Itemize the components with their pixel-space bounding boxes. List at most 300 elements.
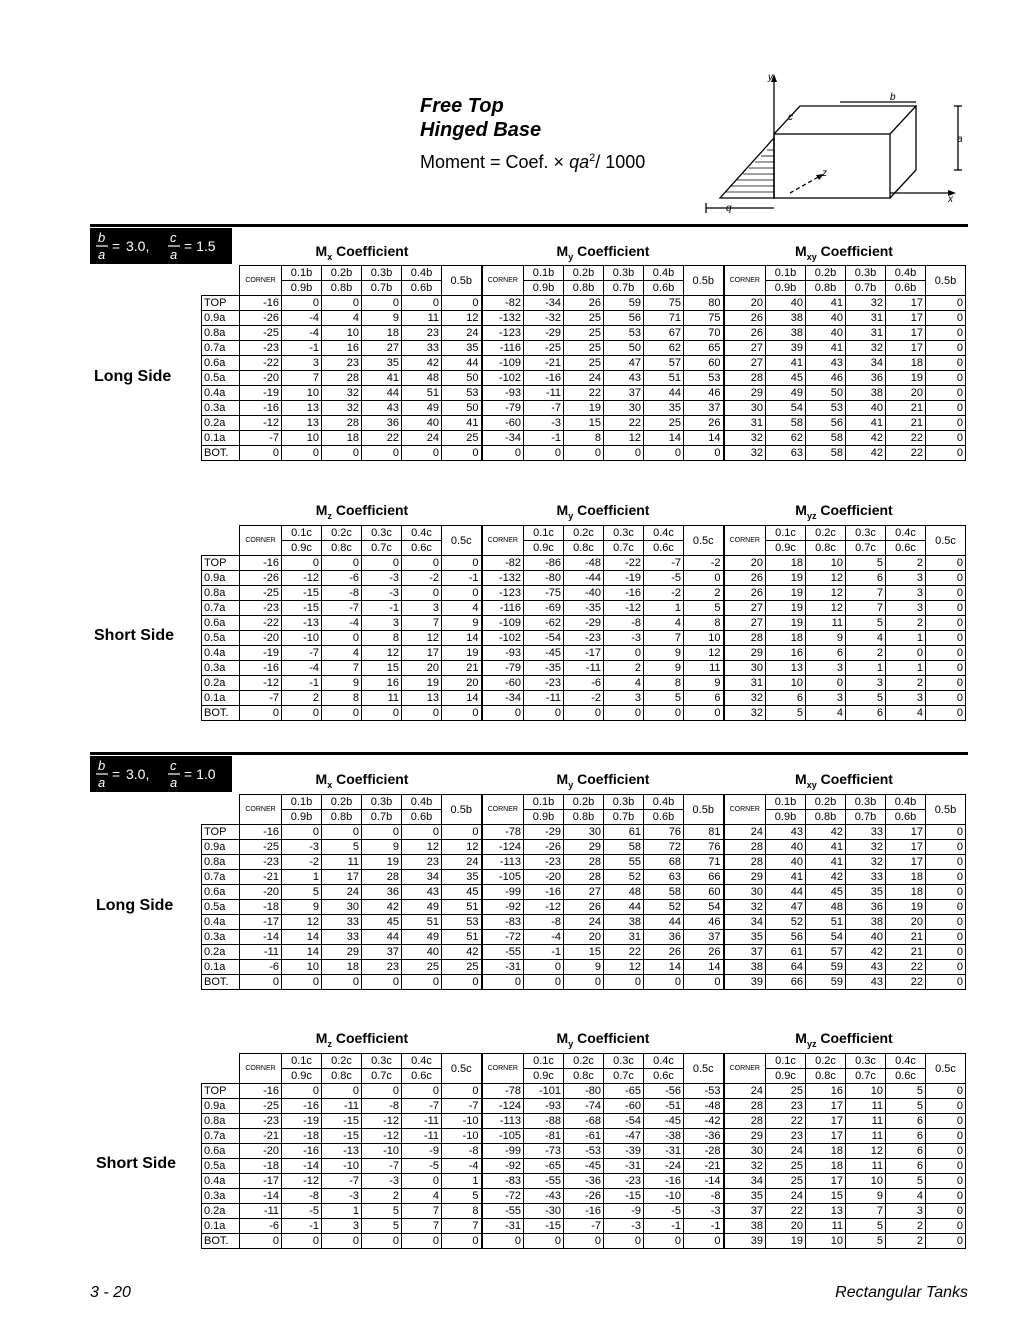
table-cell: 58	[766, 416, 806, 431]
table-cell: 53	[806, 401, 846, 416]
table-cell: -80	[524, 571, 564, 586]
table-cell: -20	[524, 870, 564, 885]
blank-cell	[202, 281, 240, 296]
column-header: 0.3c	[362, 526, 402, 541]
table-cell: 0	[442, 975, 482, 990]
table-cell: 4	[886, 706, 926, 721]
blank-cell	[202, 541, 240, 556]
table-cell: 33	[402, 341, 442, 356]
table-cell: 22	[886, 431, 926, 446]
table-cell: 2	[886, 676, 926, 691]
table-cell: -8	[442, 1144, 482, 1159]
column-header: 0.8b	[806, 810, 846, 825]
table-cell: 0	[644, 706, 684, 721]
column-header: 0.3c	[604, 526, 644, 541]
table-cell: 0	[402, 586, 442, 601]
table-cell: 25	[766, 1174, 806, 1189]
table-cell: 37	[604, 386, 644, 401]
column-header: 0.3b	[604, 795, 644, 810]
column-header: 0.9c	[766, 1069, 806, 1084]
table-cell: 28	[322, 416, 362, 431]
table-cell: -34	[524, 296, 564, 311]
table-cell: 0	[604, 975, 644, 990]
table-cell: 2	[886, 1234, 926, 1249]
column-header: 0.9c	[524, 541, 564, 556]
row-label: 0.7a	[202, 870, 240, 885]
column-header: 0.5c	[684, 526, 724, 556]
table-cell: -26	[564, 1189, 604, 1204]
column-header: 0.5b	[684, 266, 724, 296]
table-cell: 0	[402, 706, 442, 721]
table-cell: 42	[846, 945, 886, 960]
table-cell: 5	[886, 1084, 926, 1099]
table-cell: -55	[482, 1204, 524, 1219]
table-cell: 50	[442, 401, 482, 416]
column-header: 0.2b	[806, 795, 846, 810]
table-cell: -55	[482, 945, 524, 960]
table-cell: 19	[766, 586, 806, 601]
table-cell: -17	[240, 915, 282, 930]
table-cell: -4	[442, 1159, 482, 1174]
table-cell: 10	[684, 631, 724, 646]
table-cell: 0	[524, 706, 564, 721]
table-cell: 0	[644, 1234, 684, 1249]
table-cell: 42	[846, 446, 886, 461]
table-cell: 32	[322, 386, 362, 401]
table-cell: 40	[766, 296, 806, 311]
table-cell: 27	[724, 341, 766, 356]
mxy-coefficient-heading: $M_{xy}$ Coefficient	[795, 243, 893, 262]
table-cell: 17	[886, 326, 926, 341]
table-cell: 0	[322, 825, 362, 840]
table-cell: 56	[806, 416, 846, 431]
row-label: 0.8a	[202, 1114, 240, 1129]
table-cell: 7	[846, 1204, 886, 1219]
table-cell: 0	[926, 1114, 966, 1129]
table-cell: -60	[482, 676, 524, 691]
column-header: 0.8c	[806, 1069, 846, 1084]
table-cell: 5	[362, 1204, 402, 1219]
table-cell: 0	[564, 1234, 604, 1249]
row-label: 0.2a	[202, 416, 240, 431]
table-cell: 18	[806, 1144, 846, 1159]
table-cell: -109	[482, 616, 524, 631]
table-cell: 66	[766, 975, 806, 990]
table-cell: 0	[926, 706, 966, 721]
table-cell: -62	[524, 616, 564, 631]
table-cell: 37	[724, 945, 766, 960]
column-header: 0.8b	[806, 281, 846, 296]
my-coefficient-heading: $M_y$ Coefficient	[556, 771, 650, 790]
table-cell: 15	[806, 1189, 846, 1204]
table-cell: 11	[806, 1219, 846, 1234]
table-cell: -35	[524, 661, 564, 676]
table-cell: 53	[684, 371, 724, 386]
table-cell: 48	[806, 900, 846, 915]
page-number: 3 - 20	[90, 1284, 131, 1301]
coefficient-table	[201, 794, 966, 990]
table-cell: -56	[644, 1084, 684, 1099]
table-cell: 3	[886, 1204, 926, 1219]
table-cell: 26	[724, 326, 766, 341]
row-label: 0.9a	[202, 1099, 240, 1114]
svg-text:b: b	[98, 230, 106, 245]
column-header: 0.9b	[766, 281, 806, 296]
table-cell: 24	[724, 825, 766, 840]
table-cell: 33	[322, 930, 362, 945]
table-cell: -17	[564, 646, 604, 661]
table-cell: 4	[442, 601, 482, 616]
svg-text:3.0,: 3.0,	[126, 238, 150, 254]
row-label: BOT.	[202, 1234, 240, 1249]
table-cell: -23	[240, 341, 282, 356]
table-cell: 19	[766, 616, 806, 631]
table-cell: 19	[766, 1234, 806, 1249]
table-cell: -42	[684, 1114, 724, 1129]
column-header: 0.9c	[524, 1069, 564, 1084]
table-cell: 0	[926, 1189, 966, 1204]
table-cell: 0	[240, 1234, 282, 1249]
column-header: 0.5c	[926, 1054, 966, 1084]
table-cell: -79	[482, 661, 524, 676]
my-coefficient-heading: $M_y$ Coefficient	[556, 1030, 650, 1049]
table-cell: 3	[322, 1219, 362, 1234]
table-cell: 2	[362, 1189, 402, 1204]
table-cell: 58	[604, 840, 644, 855]
column-header: 0.2c	[806, 526, 846, 541]
corner-header: CORNER	[482, 266, 524, 296]
table-cell: 35	[846, 885, 886, 900]
table-row	[202, 571, 966, 586]
column-header: 0.4b	[402, 266, 442, 281]
table-cell: 21	[886, 401, 926, 416]
row-label: 0.1a	[202, 691, 240, 706]
column-header: 0.1c	[766, 1054, 806, 1069]
table-cell: 0	[926, 446, 966, 461]
table-cell: -20	[240, 885, 282, 900]
table-row	[202, 341, 966, 356]
table-cell: -102	[482, 631, 524, 646]
column-header: 0.1b	[766, 795, 806, 810]
table-cell: 25	[442, 431, 482, 446]
table-cell: 9	[806, 631, 846, 646]
column-header: 0.3c	[846, 526, 886, 541]
table-cell: -10	[442, 1129, 482, 1144]
table-cell: 25	[766, 1084, 806, 1099]
column-header: 0.2b	[806, 266, 846, 281]
table-cell: 13	[766, 661, 806, 676]
table-cell: 26	[724, 571, 766, 586]
table-cell: 37	[724, 1204, 766, 1219]
row-label: 0.4a	[202, 1174, 240, 1189]
table-cell: 0	[926, 915, 966, 930]
mx-coefficient-heading: $M_x$ Coefficient	[315, 771, 409, 790]
table-cell: -14	[240, 1189, 282, 1204]
table-cell: 27	[724, 601, 766, 616]
table-cell: -26	[240, 311, 282, 326]
table-cell: -51	[644, 1099, 684, 1114]
table-cell: 24	[322, 885, 362, 900]
table-cell: -1	[362, 601, 402, 616]
table-cell: 14	[282, 945, 322, 960]
table-cell: 10	[846, 1174, 886, 1189]
table-cell: -8	[604, 616, 644, 631]
table-cell: -16	[240, 1084, 282, 1099]
table-cell: -23	[240, 855, 282, 870]
my-coefficient-heading: $M_y$ Coefficient	[556, 243, 650, 262]
table-cell: 53	[442, 386, 482, 401]
table-cell: -116	[482, 341, 524, 356]
table-cell: 0	[322, 446, 362, 461]
table-cell: 32	[322, 401, 362, 416]
table-cell: 25	[564, 341, 604, 356]
row-label: 0.2a	[202, 676, 240, 691]
table-cell: 59	[806, 975, 846, 990]
table-cell: -3	[684, 1204, 724, 1219]
table-cell: 14	[684, 431, 724, 446]
table-row	[202, 1159, 966, 1174]
table-cell: 40	[806, 311, 846, 326]
svg-text:a: a	[98, 775, 106, 790]
table-cell: 43	[806, 356, 846, 371]
table-cell: 2	[886, 1219, 926, 1234]
table-cell: -25	[240, 326, 282, 341]
column-header: 0.6c	[402, 1069, 442, 1084]
column-header: 0.1b	[766, 266, 806, 281]
table-cell: 0	[282, 1084, 322, 1099]
table-cell: 11	[806, 616, 846, 631]
table-cell: 0	[524, 975, 564, 990]
table-cell: 5	[362, 1219, 402, 1234]
row-label: BOT.	[202, 975, 240, 990]
table-cell: -2	[282, 855, 322, 870]
column-header: 0.6b	[886, 810, 926, 825]
row-label: 0.3a	[202, 930, 240, 945]
corner-header: CORNER	[724, 1054, 766, 1084]
table-cell: 0	[926, 586, 966, 601]
table-cell: -92	[482, 900, 524, 915]
table-cell: -10	[322, 1159, 362, 1174]
table-cell: 44	[442, 356, 482, 371]
column-header: 0.7c	[604, 541, 644, 556]
table-cell: 1	[442, 1174, 482, 1189]
table-cell: -124	[482, 1099, 524, 1114]
table-cell: 5	[684, 601, 724, 616]
table-cell: 0	[402, 296, 442, 311]
table-cell: 7	[846, 601, 886, 616]
table-cell: -92	[482, 1159, 524, 1174]
table-cell: -40	[564, 586, 604, 601]
table-cell: 24	[564, 371, 604, 386]
table-cell: 32	[724, 706, 766, 721]
table-cell: 26	[564, 296, 604, 311]
table-cell: 0	[482, 975, 524, 990]
table-cell: 28	[362, 870, 402, 885]
table-cell: 38	[766, 311, 806, 326]
table-cell: 5	[644, 691, 684, 706]
table-row	[202, 556, 966, 571]
column-header: 0.6c	[886, 1069, 926, 1084]
table-cell: -123	[482, 326, 524, 341]
table-cell: -48	[564, 556, 604, 571]
table-cell: -1	[524, 945, 564, 960]
table-cell: -1	[442, 571, 482, 586]
table-cell: 3	[886, 571, 926, 586]
table-cell: -22	[240, 616, 282, 631]
column-header: 0.3b	[846, 795, 886, 810]
table-row	[202, 661, 966, 676]
table-cell: 5	[766, 706, 806, 721]
table-cell: 21	[886, 945, 926, 960]
title-hinged-base: Hinged Base	[420, 119, 542, 141]
table-cell: -26	[240, 571, 282, 586]
table-cell: -1	[282, 1219, 322, 1234]
table-cell: 2	[604, 661, 644, 676]
table-cell: 23	[402, 326, 442, 341]
table-cell: 34	[724, 1174, 766, 1189]
table-cell: 0	[282, 825, 322, 840]
table-cell: -79	[482, 401, 524, 416]
row-label: 0.9a	[202, 311, 240, 326]
table-cell: 9	[644, 646, 684, 661]
table-cell: 9	[564, 960, 604, 975]
blank-cell	[202, 266, 240, 281]
table-cell: 25	[402, 960, 442, 975]
column-header: 0.8b	[322, 281, 362, 296]
corner-header: CORNER	[724, 526, 766, 556]
mx-coefficient-heading: $M_x$ Coefficient	[315, 243, 409, 262]
table-cell: 35	[442, 341, 482, 356]
table-cell: -17	[240, 1174, 282, 1189]
table-cell: 21	[886, 416, 926, 431]
table-cell: 0	[362, 706, 402, 721]
table-cell: 51	[442, 930, 482, 945]
column-header: 0.7b	[604, 281, 644, 296]
table-cell: 5	[322, 840, 362, 855]
table-cell: 26	[724, 586, 766, 601]
table-cell: -5	[644, 571, 684, 586]
table-cell: 47	[766, 900, 806, 915]
table-cell: 22	[604, 416, 644, 431]
table-cell: 0	[926, 1234, 966, 1249]
table-cell: 22	[886, 446, 926, 461]
column-header: 0.9b	[524, 281, 564, 296]
table-cell: 0	[926, 825, 966, 840]
column-header: 0.9b	[282, 810, 322, 825]
table-cell: 0	[282, 706, 322, 721]
table-row	[202, 855, 966, 870]
table-cell: 48	[402, 371, 442, 386]
table-cell: 17	[806, 1174, 846, 1189]
row-label: TOP	[202, 296, 240, 311]
table-cell: 4	[402, 1189, 442, 1204]
table-cell: 20	[442, 676, 482, 691]
table-cell: 14	[644, 431, 684, 446]
table-cell: 24	[766, 1144, 806, 1159]
table-cell: -75	[524, 586, 564, 601]
table-cell: 12	[806, 601, 846, 616]
table-cell: 29	[724, 1129, 766, 1144]
table-cell: 3	[362, 616, 402, 631]
row-label: 0.3a	[202, 661, 240, 676]
table-cell: 32	[724, 691, 766, 706]
table-cell: 0	[282, 556, 322, 571]
table-cell: 6	[886, 1144, 926, 1159]
table-cell: 20	[766, 1219, 806, 1234]
table-cell: 16	[362, 676, 402, 691]
table-cell: 28	[724, 371, 766, 386]
table-cell: -8	[322, 586, 362, 601]
table-cell: 0	[926, 326, 966, 341]
table-cell: -10	[442, 1114, 482, 1129]
table-cell: 2	[282, 691, 322, 706]
svg-text:=: =	[112, 238, 121, 254]
column-header: 0.7c	[846, 1069, 886, 1084]
table-cell: -3	[322, 1189, 362, 1204]
table-header-row	[202, 1069, 966, 1084]
table-cell: 0	[322, 706, 362, 721]
table-cell: -10	[644, 1189, 684, 1204]
table-row	[202, 1219, 966, 1234]
table-cell: -45	[564, 1159, 604, 1174]
table-cell: 12	[282, 915, 322, 930]
table-cell: 0	[926, 661, 966, 676]
table-cell: 18	[766, 631, 806, 646]
table-header-row	[202, 810, 966, 825]
table-cell: 9	[282, 900, 322, 915]
corner-header: CORNER	[240, 526, 282, 556]
table-cell: 0	[442, 706, 482, 721]
table-cell: -8	[362, 1099, 402, 1114]
table-cell: -2	[684, 556, 724, 571]
table-cell: 59	[806, 960, 846, 975]
row-label: 0.3a	[202, 401, 240, 416]
row-label: 0.1a	[202, 960, 240, 975]
column-header: 0.6c	[402, 541, 442, 556]
table-cell: 26	[724, 311, 766, 326]
table-cell: 43	[604, 371, 644, 386]
table-cell: -2	[564, 691, 604, 706]
table-cell: -16	[564, 1204, 604, 1219]
table-cell: 26	[644, 945, 684, 960]
table-cell: 0	[926, 975, 966, 990]
table-row	[202, 1129, 966, 1144]
row-label: 0.8a	[202, 326, 240, 341]
table-cell: -65	[524, 1159, 564, 1174]
table-cell: 32	[846, 341, 886, 356]
table-cell: 24	[442, 326, 482, 341]
table-cell: 61	[766, 945, 806, 960]
table-cell: -5	[282, 1204, 322, 1219]
table-cell: -13	[282, 616, 322, 631]
row-label: 0.8a	[202, 855, 240, 870]
table-cell: 20	[402, 661, 442, 676]
table-cell: 7	[846, 586, 886, 601]
row-label: 0.9a	[202, 571, 240, 586]
table-cell: 0	[926, 885, 966, 900]
row-label: 0.4a	[202, 386, 240, 401]
mz-coefficient-heading: $M_z$ Coefficient	[315, 1030, 409, 1049]
table-row	[202, 676, 966, 691]
table-cell: 0	[926, 401, 966, 416]
table-cell: 5	[846, 691, 886, 706]
table-cell: -10	[362, 1144, 402, 1159]
table-cell: 9	[362, 840, 402, 855]
table-cell: 0	[926, 1219, 966, 1234]
table-cell: -9	[402, 1144, 442, 1159]
table-cell: 19	[564, 401, 604, 416]
table-cell: 54	[806, 930, 846, 945]
